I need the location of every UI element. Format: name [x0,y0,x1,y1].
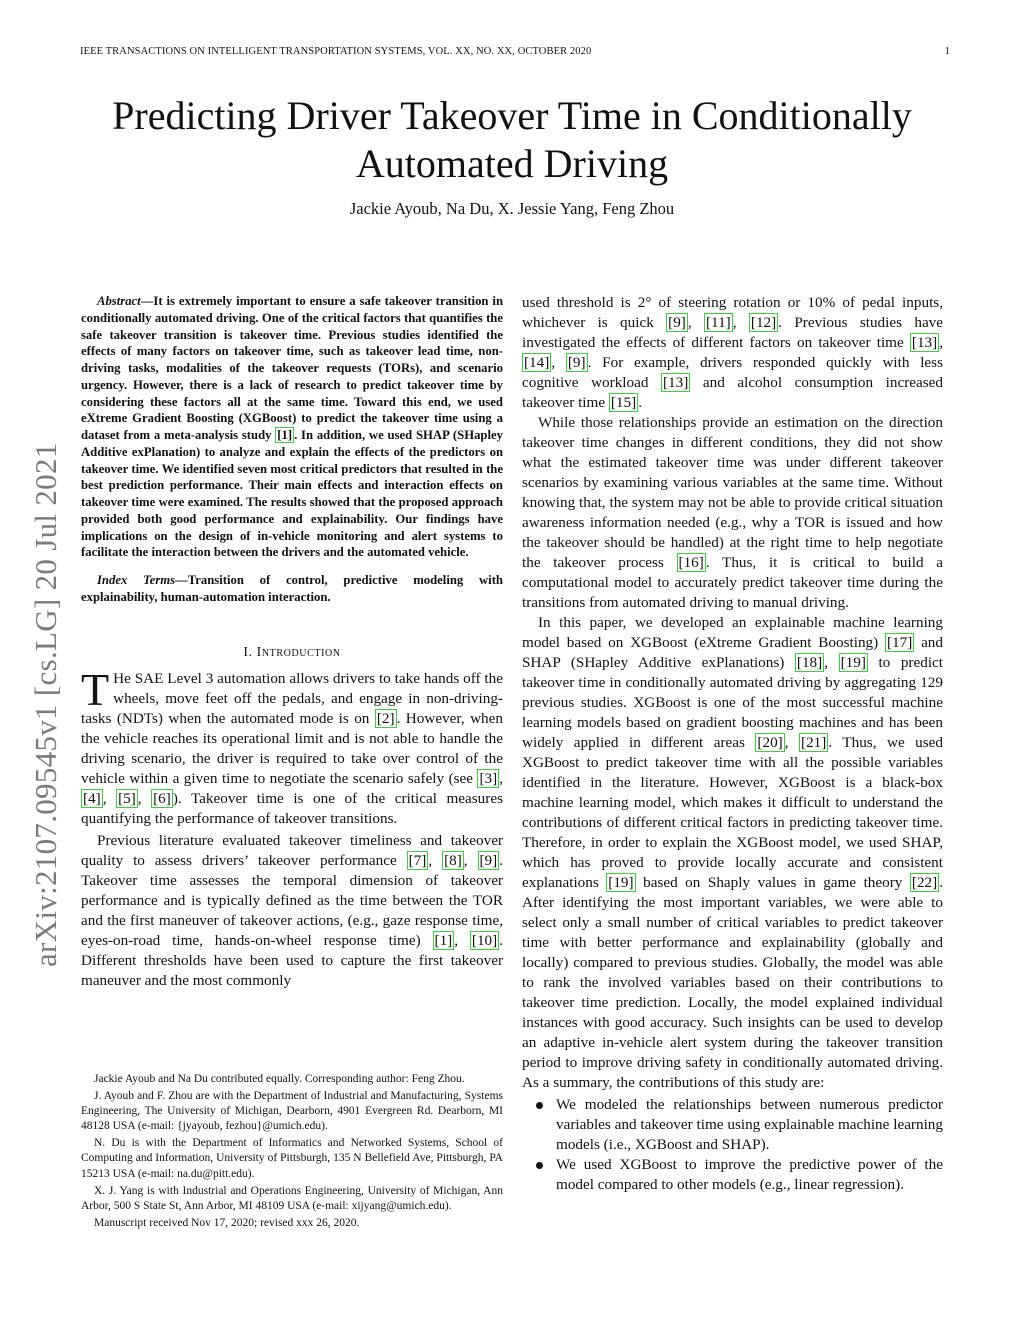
paragraph-text: While those relationships provide an estimation on the direction takeover time changes in different conditions, they did not show what the estimated takeover time was under different takeover scenarios by examining various variables at the same time. Without knowing that, the system may not be able to provide critical situation awareness information needed (e.g., why a TOR is issued and how the takeover should be handled) at the right time to help negotiate the takeover process [522,414,943,571]
citation-link[interactable]: [9] [668,314,686,331]
paragraph-text: . For example, drivers responded quickly with less cognitive workload [522,354,943,391]
citation-link[interactable]: [19] [840,654,866,671]
paragraph-text: . Thus, we used XGBoost to predict takeover time with all the possible variables identified in the literature. However, XGBoost is a black-box machine learning model, which makes it difficult to understand the contributions of different critical factors in predicting takeover time. Therefore, in order to explain the XGBoost model, we used SHAP, which has proved to provide locally accurate and consistent explanations [522,734,943,891]
separator: , [687,314,704,331]
author-list: Jackie Ayoub, Na Du, X. Jessie Yang, Feng Zhou [349,199,675,218]
separator: , [102,789,117,807]
list-item [522,1155,943,1195]
paragraph-text: He SAE Level 3 automation allows drivers to take hands off the wheels, move feet off the pedals, and engage in non-driving-tasks (NDTs) when the automated mode is on [81,669,503,727]
citation-link[interactable]: [17] [886,634,913,651]
paper-title: Predicting Driver Takeover Time in Conditionally Automated Driving [112,93,912,186]
citation-link[interactable]: [2] [376,709,395,727]
paragraph-text: . However, when the vehicle reaches its operational limit and is not able to handle the driving scenario, the driver is required to take over control of the vehicle within a given time to negotiate the scenario safely (see [81,709,503,787]
index-terms-label: Index Terms [97,573,176,587]
footnote: Manuscript received Nov 17, 2020; revised xxx 26, 2020. [94,1216,360,1229]
paragraph-text: In this paper, we developed an explainable machine learning model based on XGBoost (eXtreme Gradient Boosting) [522,614,943,651]
citation-link[interactable]: [22] [911,874,938,891]
footnote: Jackie Ayoub and Na Du contributed equally. Corresponding author: Feng Zhou. [94,1073,465,1085]
left-column [81,293,503,991]
abstract-label: Abstract [97,294,141,308]
separator: , [551,354,566,371]
citation-link[interactable]: [7] [408,851,427,869]
paragraph-text: and alcohol consumption increased takeover time [522,374,943,411]
footnote: J. Ayoub and F. Zhou are with the Department of Industrial and Manufacturing, Systems Engineering, The University of Michigan, Dearborn, 4901 Evergreen Rd. Dearborn, MI 48128 USA (e-mail: {jyayoub, fezhou}@umich.edu). [81,1090,503,1133]
footnote: N. Du is with the Department of Informatics and Networked Systems, School of Computing and Information, University of Pittsburgh, 135 N Bellefield Ave, Pittsburgh, PA 15213 USA (e-mail: na.du@pitt.edu). [81,1137,503,1180]
list-item [522,1095,943,1155]
index-terms-text: Transition of control, predictive modeling with explainability, human-automation interaction. [81,573,503,604]
citation-link[interactable]: [14] [524,354,550,371]
bullet-icon [536,1162,543,1169]
citation-link[interactable]: [1] [277,428,293,442]
list-item-text: We used XGBoost to improve the predictive power of the model compared to other models (e.g., linear regression). [556,1156,943,1193]
paragraph-text: based on Shaply values in game theory [635,874,910,891]
journal-name: IEEE TRANSACTIONS ON INTELLIGENT TRANSPORTATION SYSTEMS, VOL. XX, NO. XX, OCTOBER 2020 [80,46,592,57]
list-item-text: We modeled the relationships between numerous predictor variables and takeover time using explainable machine learning models (i.e., XGBoost and SHAP). [556,1096,943,1153]
citation-link[interactable]: [10] [471,931,498,949]
citation-link[interactable]: [19] [608,874,634,891]
paragraph-text: to predict takeover time in conditionally automated driving by aggregating 129 previous studies. XGBoost is one of the most successful machine learning models based on gradient boosting machines and has been widely applied in different areas [522,654,944,751]
paragraph-text: . Previous studies have investigated the effects of different factors on takeover time [522,314,944,351]
page-number: 1 [944,46,950,57]
citation-link[interactable]: [21] [801,734,827,751]
footnote: X. J. Yang is with Industrial and Operations Engineering, University of Michigan, Ann Arbor, 500 S State St, Ann Arbor, MI 48109 USA (e-mail: xijyang@umich.edu). [81,1184,503,1212]
paragraph-text: . After identifying the most important variables, we were able to select only a small number of critical variables to predict takeover time with better performance and explainability (globally and locally) compared to previous studies. Globally, the model was able to rank the involved variables based on their contributions to takeover time prediction. Locally, the model explained individual instances with good accuracy. Such insights can be used to develop an adaptive in-vehicle alert system during the takeover transition period to improve driving safety in conditionally automated driving. As a summary, the contributions of this study are: [522,874,944,1091]
separator: , [784,734,800,751]
citation-link[interactable]: [8] [444,851,462,869]
separator: , [499,769,503,787]
paragraph-text: ). Takeover time is one of the critical measures quantifying the performance of takeover transitions. [81,789,503,827]
abstract-text-part1: It is extremely important to ensure a safe takeover transition in conditionally automated driving. One of the critical factors that quantifies the safe takeover transition is takeover time. Previous studies identified the effects of many factors on takeover time, such as takeover lead time, non-driving tasks, modalities of the takeover requests (TORs), and scenario urgency. However, there is a lack of research to predict takeover time by considering these factors all at the same time. Toward this end, we used eXtreme Gradient Boosting (XGBoost) to predict the takeover time using a dataset from a meta-analysis study [81,294,503,442]
paragraph-text: used threshold is 2° of steering rotation or 10% of pedal inputs, whichever is quick [522,294,943,331]
separator: , [732,314,749,331]
paragraph-text: and SHAP (SHapley Additive exPlanations) [522,634,943,671]
citation-link[interactable]: [15] [610,394,637,411]
abstract: Abstract—It is extremely important to ensure a safe takeover transition in conditionally automated driving. One of the critical factors that quantifies the safe takeover transition is takeover time. Previous studies identified the effects of many factors on takeover time, such as takeover lead time, non-driving tasks, modalities of the takeover requests (TORs), and scenario urgency. However, there is a lack of research to predict takeover time by considering these factors all at the same time. Toward this end, we used eXtreme Gradient Boosting (XGBoost) to predict the takeover time using a dataset from a meta-analysis study [1] . In addition, we used SHAP (SHapley Additive exPlanation) to analyze and explain the effects of the predictors on takeover time. We identified seven most critical predictors that resulted in the best prediction performance. Their main effects and interaction effects on takeover time were examined. The results showed that the proposed approach provided both good performance and explainability. Our findings have implications on the design of in-vehicle monitoring and alert systems to facilitate the interaction between the drivers and the automated vehicle. [81,294,503,560]
contributions-list [522,1095,943,1195]
citation-link[interactable]: [12] [750,314,777,331]
citation-link[interactable]: [3] [479,769,498,787]
bullet-icon [536,1102,543,1109]
abstract-text-part2: . In addition, we used SHAP (SHapley Additive exPlanation) to analyze and explain the effects of the predictors on takeover time. We identified seven most critical predictors that resulted in the best prediction performance. Their main effects and interaction effects on takeover time were examined. The results showed that the proposed approach provided both good performance and explainability. Our findings have implications on the design of in-vehicle monitoring and alert systems to facilitate the interaction between the drivers and the automated vehicle. [81,428,503,560]
running-header [80,46,950,62]
intro-paragraph-2 [81,831,503,991]
arxiv-stamp: arXiv:2107.09545v1 [cs.LG] 20 Jul 2021 [28,442,63,967]
separator: , [428,851,443,869]
separator: , [454,931,470,949]
right-paragraph-1 [522,293,943,413]
section-title: Introduction [256,643,341,659]
separator: , [137,789,152,807]
right-paragraph-2 [522,413,943,613]
right-column [522,293,943,1195]
citation-link[interactable]: [5] [118,789,136,807]
drop-cap: T [81,663,110,715]
citation-link[interactable]: [4] [83,789,101,807]
paragraph-text: . [638,394,642,411]
citation-link[interactable]: [13] [911,334,938,351]
citation-link[interactable]: [6] [153,789,171,807]
citation-link[interactable]: [16] [678,554,704,571]
citation-link[interactable]: [18] [796,654,823,671]
section-number: I. [243,643,253,659]
footnotes [81,1072,503,1233]
separator: , [463,851,478,869]
citation-link[interactable]: [13] [663,374,689,391]
right-paragraph-3 [522,613,943,1093]
paragraph-text: Previous literature evaluated takeover timeliness and takeover quality to assess drivers’ takeover performance [81,831,503,869]
citation-link[interactable]: [20] [757,734,783,751]
citation-link[interactable]: [9] [567,354,586,371]
separator: , [939,334,943,351]
separator: , [824,654,839,671]
paragraph-text: . Different thresholds have been used to capture the first takeover maneuver and the most commonly [81,931,503,989]
intro-paragraph-1 [81,663,503,829]
citation-link[interactable]: [9] [479,851,498,869]
paragraph-text: . Takeover time assesses the temporal dimension of takeover performance and is typically defined as the time between the TOR and the first maneuver of takeover actions, (e.g., gaze response time, eyes-on-road time, hands-on-wheel response time) [81,851,504,949]
citation-link[interactable]: [11] [706,314,731,331]
paragraph-text: . Thus, it is critical to build a computational model to accurately predict takeover time during the transitions from automated driving to manual driving. [522,554,943,611]
index-terms: Index Terms—Transition of control, predictive modeling with explainability, human-automation interaction. [81,573,503,604]
section-heading [81,644,503,660]
citation-link[interactable]: [1] [434,931,453,949]
